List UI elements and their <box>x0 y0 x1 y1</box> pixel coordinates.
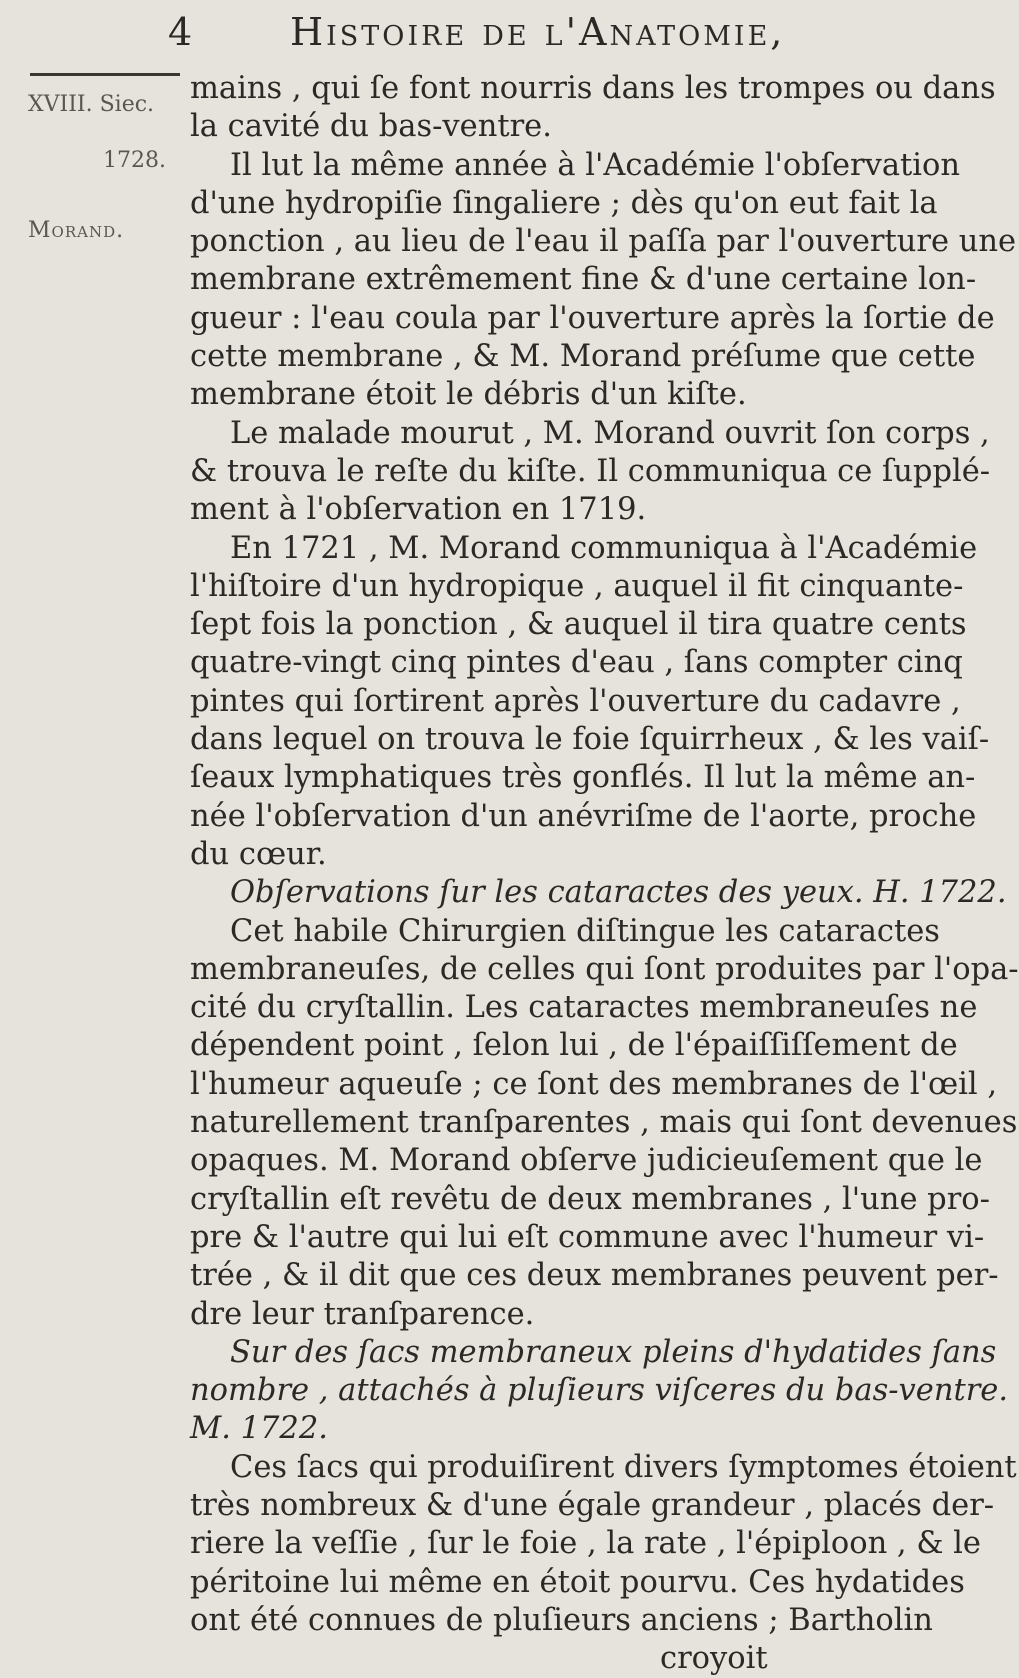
text-line: cryſtallin eſt revêtu de deux membranes , l'une pro- <box>190 1181 990 1217</box>
text-line: quatre-vingt cinq pintes d'eau , ſans compter cinq <box>190 645 963 681</box>
section-heading: Sur des ſacs membraneux pleins d'hydatides ſans <box>230 1334 997 1370</box>
text-line: membrane étoit le débris d'un kiſte. <box>190 377 747 413</box>
page-header <box>0 8 800 58</box>
text-line: ponction , au lieu de l'eau il paſſa par l'ouverture une <box>190 224 1017 260</box>
section-heading: M. 1722. <box>190 1411 328 1447</box>
text-line: naturellement tranſparentes , mais qui ſont devenues <box>190 1105 1018 1141</box>
text-line: membraneuſes, de celles qui ſont produites par l'opa- <box>190 951 1019 987</box>
text-line: ſeaux lymphatiques très gonflés. Il lut la même an- <box>190 760 976 796</box>
text-line: très nombreux & d'une égale grandeur , placés der- <box>190 1487 995 1523</box>
section-heading: nombre , attachés à pluſieurs viſceres du bas-ventre. <box>190 1373 1009 1409</box>
section-heading: Obſervations ſur les cataractes des yeux. H. 1722. <box>230 875 1007 911</box>
text-line: mains , qui ſe font nourris dans les trompes ou dans <box>190 71 996 106</box>
text-line: & trouva le reſte du kiſte. Il communiqua ce ſupplé- <box>190 453 991 489</box>
page-number: 4 <box>168 10 193 54</box>
text-line: ont été connues de pluſieurs anciens ; Bartholin <box>190 1602 933 1638</box>
text-line: d'une hydropiſie ſingaliere ; dès qu'on eut fait la <box>190 185 938 221</box>
text-line: opaques. M. Morand obſerve judicieuſement que le <box>190 1143 983 1179</box>
margin-year: 1728. <box>103 148 166 173</box>
margin-century: XVIII. Siec. <box>28 92 155 117</box>
text-line: Cet habile Chirurgien diſtingue les cataractes <box>230 913 940 949</box>
text-line: dépendent point , ſelon lui , de l'épaiſſiſſement de <box>190 1028 958 1064</box>
text-line: née l'obſervation d'un anévriſme de l'aorte, proche <box>190 798 977 834</box>
text-line: Le malade mourut , M. Morand ouvrit ſon corps , <box>230 415 990 451</box>
text-line: Il lut la même année à l'Académie l'obſervation <box>230 147 961 183</box>
text-line: Ces ſacs qui produiſirent divers ſymptomes étoient <box>230 1449 1017 1485</box>
running-title: Histoire de l'Anatomie, <box>290 10 786 54</box>
text-line: du cœur. <box>190 836 327 872</box>
catchword: croyoit <box>660 1641 768 1677</box>
text-line: dre leur tranſparence. <box>190 1296 535 1332</box>
text-line: trée , & il dit que ces deux membranes peuvent per- <box>190 1258 999 1294</box>
text-line: pre & l'autre qui lui eſt commune avec l'humeur vi- <box>190 1219 985 1255</box>
text-line: En 1721 , M. Morand communiqua à l'Académie <box>230 530 978 566</box>
text-line: membrane extrêmement fine & d'une certaine lon- <box>190 262 977 298</box>
text-line: dans lequel on trouva le foie ſquirrheux , & les vaiſ- <box>190 722 990 758</box>
text-line: gueur : l'eau coula par l'ouverture après la ſortie de <box>190 300 995 336</box>
margin-name: Morand. <box>28 218 125 243</box>
text-line: péritoine lui même en étoit pourvu. Ces hydatides <box>190 1564 965 1600</box>
text-line: l'humeur aqueuſe ; ce ſont des membranes de l'œil , <box>190 1066 998 1102</box>
text-line: riere la veſſie , ſur le foie , la rate , l'épiploon , & le <box>190 1526 981 1562</box>
text-line: la cavité du bas-ventre. <box>190 109 552 145</box>
text-line: cité du cryſtallin. Les cataractes membraneuſes ne <box>190 990 978 1026</box>
text-line: ſept fois la ponction , & auquel il tira quatre cents <box>190 607 967 643</box>
text-line: cette membrane , & M. Morand préſume que cette <box>190 339 976 375</box>
text-line: ment à l'obſervation en 1719. <box>190 492 647 528</box>
text-line: l'hiſtoire d'un hydropique , auquel il fit cinquante- <box>190 568 964 604</box>
margin-rule <box>30 73 180 76</box>
text-line: pintes qui ſortirent après l'ouverture du cadavre , <box>190 683 961 719</box>
body-text <box>190 70 1019 1678</box>
